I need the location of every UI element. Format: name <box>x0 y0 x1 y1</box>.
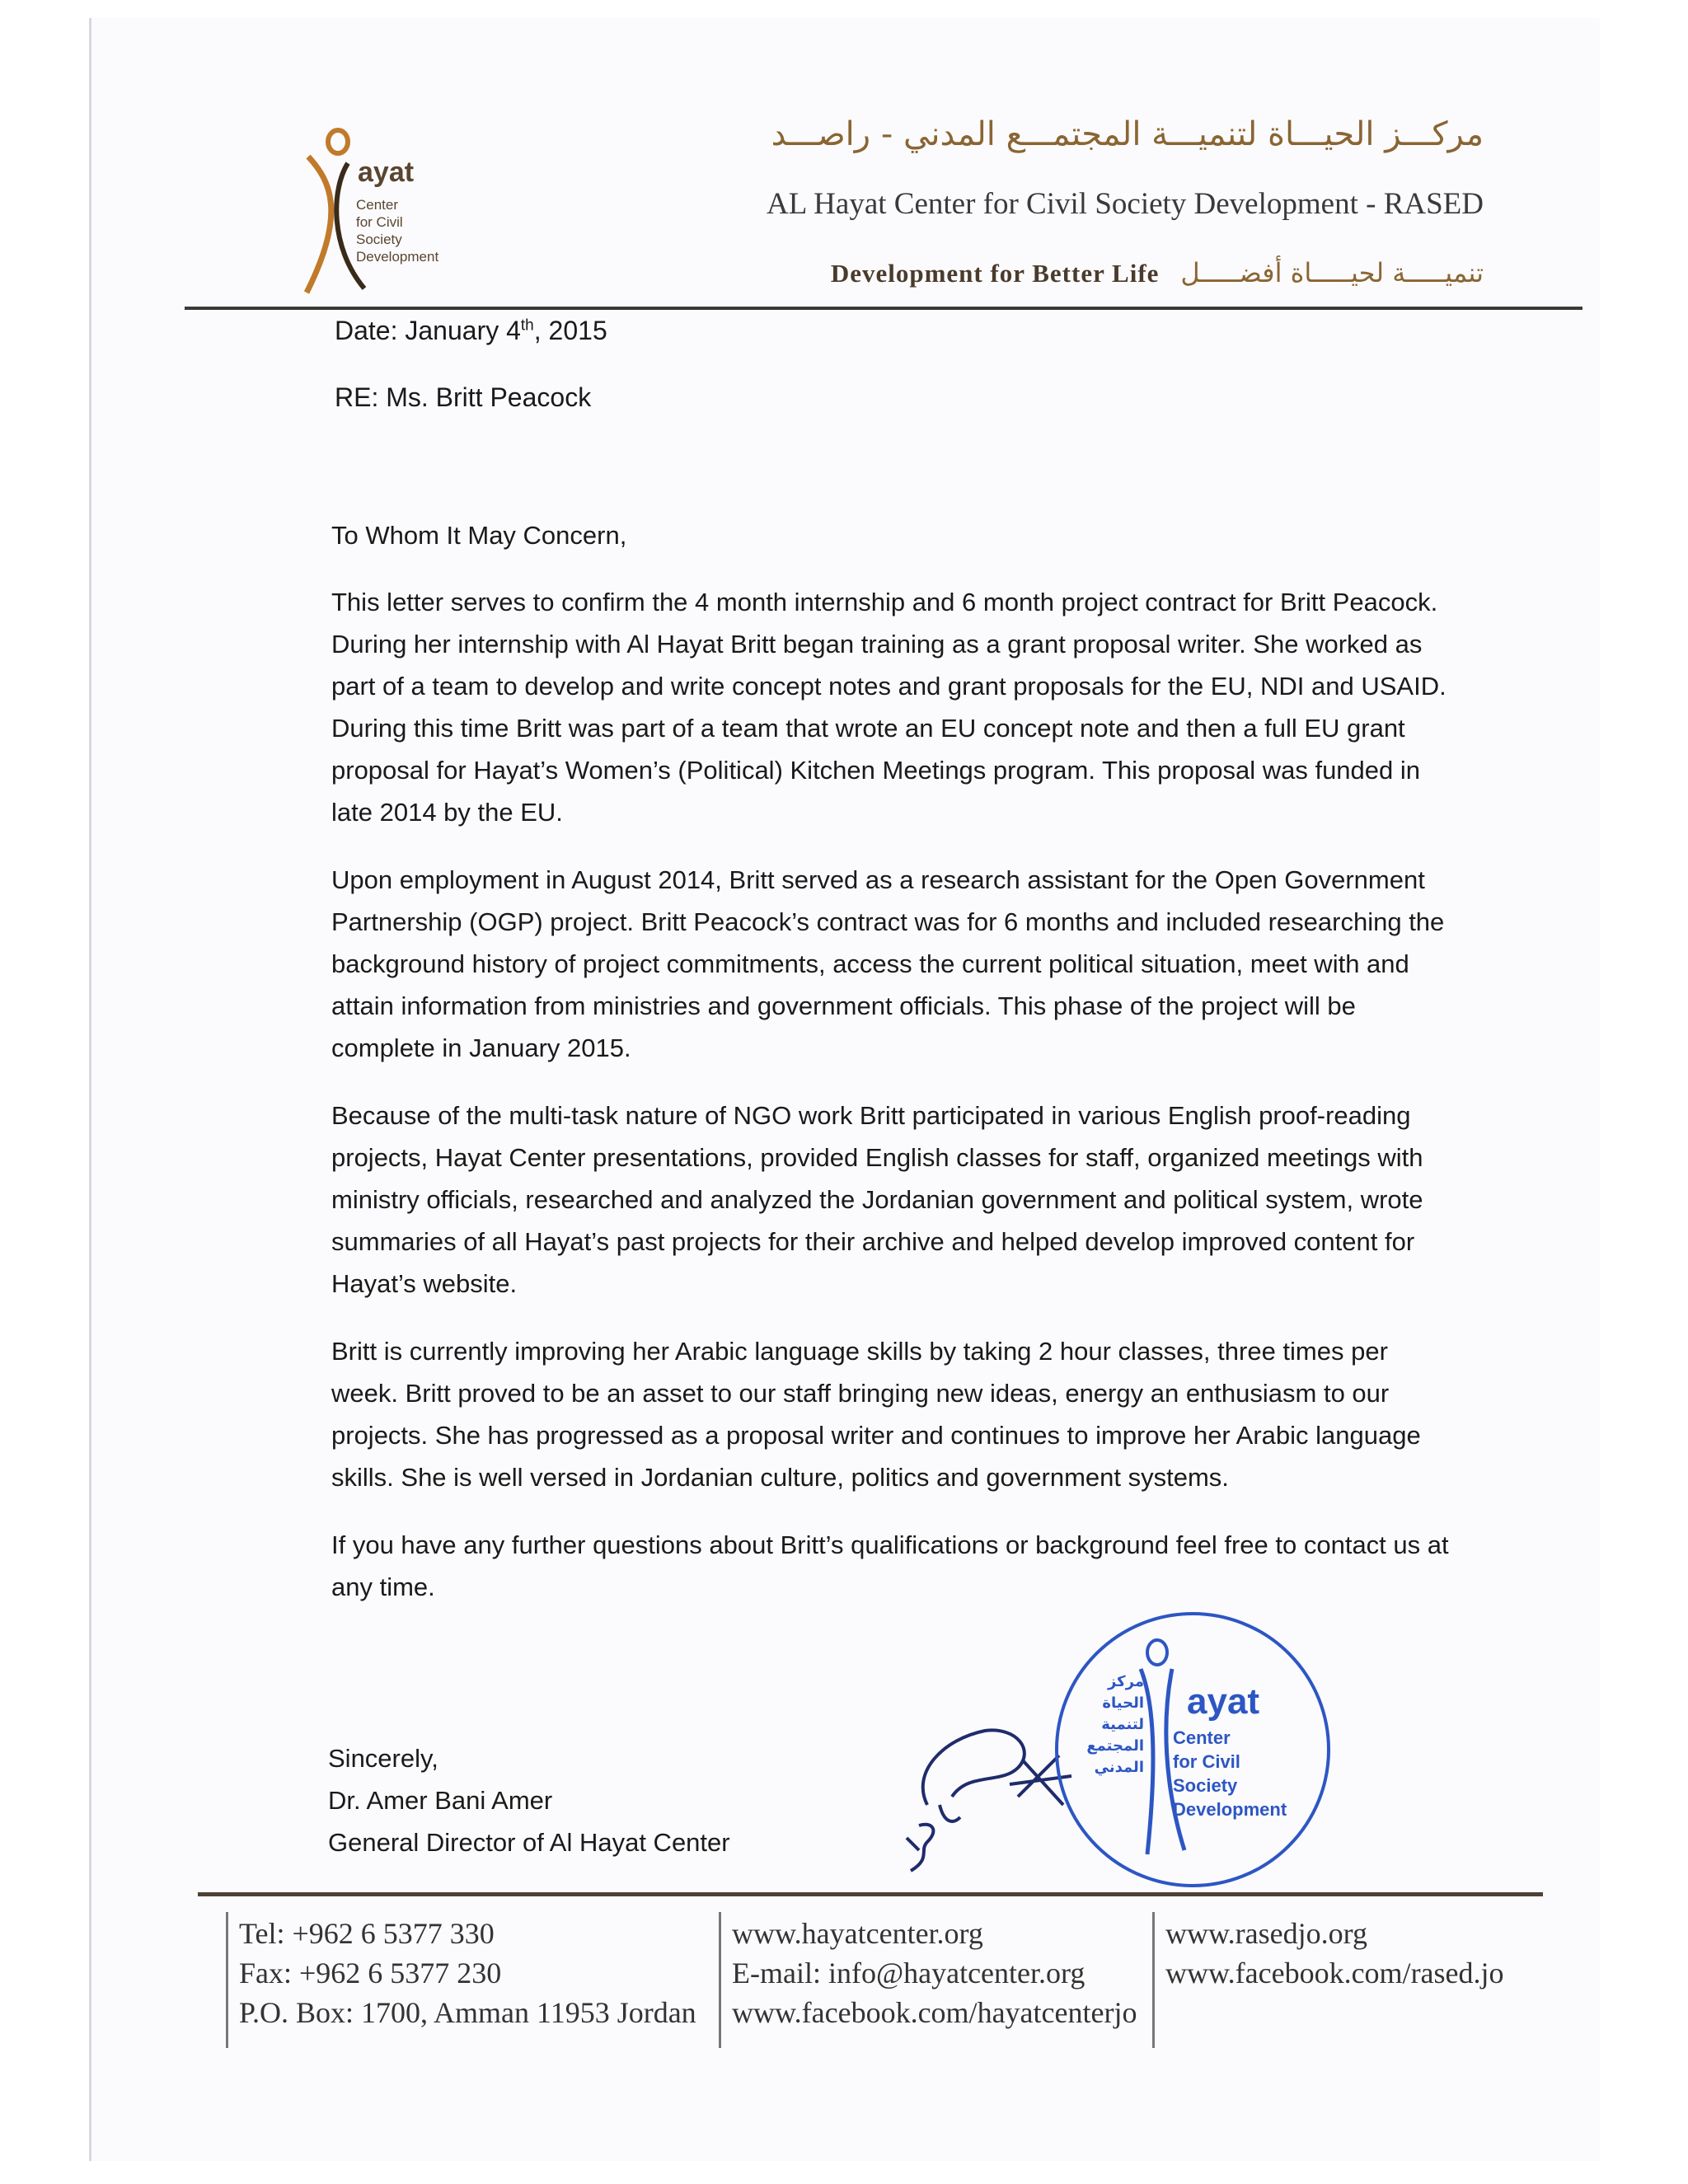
footer-separator <box>1152 1912 1155 2048</box>
footer-contact <box>239 1914 696 2032</box>
greeting: To Whom It May Concern, <box>331 521 627 550</box>
paragraph-multitask: Because of the multi-task nature of NGO work Britt participated in various English proof-reading projects, Hayat Center presentations, provided English classes for staff, organized meetings with ministry officials, researched and analyzed the Jordanian government and political system, wrote summaries of all Hayat’s past projects for their archive and helped develop improved content for Hayat’s website. <box>331 1101 1423 1298</box>
stamp-wordmark: ayat <box>1187 1681 1260 1722</box>
signer-title: General Director of Al Hayat Center <box>328 1828 730 1857</box>
english-org-name: AL Hayat Center for Civil Society Development - RASED <box>766 187 1484 221</box>
logo-wordmark: ayat <box>358 157 415 188</box>
stamp-arabic-text: مركز الحياة لتنمية المجتمع المدني <box>1086 1673 1144 1776</box>
tagline-arabic: تنميـــــة لحيـــــاة أفضـــــل <box>1180 257 1484 288</box>
footer-separator <box>226 1912 228 2048</box>
footer-fax: Fax: +962 6 5377 230 <box>239 1957 502 1990</box>
paragraph-internship: This letter serves to confirm the 4 month internship and 6 month project contract for Britt Peacock. During her internship with Al Hayat Britt began training as a grant proposal writer. She worked as part of a team to develop and write concept notes and grant proposals for the EU, NDI and USAID. During this time Britt was part of a team that wrote an EU concept note and then a full EU grant proposal for Hayat’s Women’s (Political) Kitchen Meetings program. This proposal was funded in late 2014 by the EU. <box>331 588 1447 827</box>
logo-subtitle: Center for Civil Society Development <box>356 197 439 265</box>
hayat-logo <box>298 124 513 297</box>
tagline <box>758 257 1484 288</box>
paragraph-arabic-skills: Britt is currently improving her Arabic language skills by taking 2 hour classes, three times per week. Britt proved to be an asset to our staff bringing new ideas, energy an enthusiasm to our projects. She has progressed as a proposal writer and continues to improve her Arabic language skills. She is well versed in Jordanian culture, politics and government systems. <box>331 1337 1421 1492</box>
footer-facebook-hayat-link[interactable]: www.facebook.com/hayatcenterjo <box>732 1996 1137 2029</box>
footer-tel: Tel: +962 6 5377 330 <box>239 1917 495 1950</box>
letter-subject: RE: Ms. Britt Peacock <box>335 382 592 412</box>
footer-facebook-rased-link[interactable]: www.facebook.com/rased.jo <box>1165 1957 1504 1990</box>
footer-rased <box>1165 1914 1504 1993</box>
footer-email-link[interactable]: E-mail: info@hayatcenter.org <box>732 1957 1085 1990</box>
closing-salutation: Sincerely, <box>328 1744 438 1773</box>
arabic-org-name: مركـــز الحيـــاة لتنميـــة المجتمـــع المدني - راصـــد <box>771 115 1484 153</box>
tagline-english: Development for Better Life <box>830 259 1160 288</box>
footer-po-box: P.O. Box: 1700, Amman 11953 Jordan <box>239 1996 696 2029</box>
letter-date: Date: January 4th, 2015 <box>335 316 607 345</box>
footer-separator <box>719 1912 721 2048</box>
stamp-subtitle: Center for Civil Society Development <box>1173 1727 1287 1820</box>
footer-online <box>732 1914 1137 2032</box>
letter-body <box>331 514 1452 1633</box>
paragraph-contact: If you have any further questions about Britt’s qualifications or background feel free to contact us at any time. <box>331 1530 1449 1601</box>
header-divider <box>185 307 1582 310</box>
footer-rased-site-link[interactable]: www.rasedjo.org <box>1165 1917 1367 1950</box>
signer-name: Dr. Amer Bani Amer <box>328 1786 553 1815</box>
footer-website-link[interactable]: www.hayatcenter.org <box>732 1917 983 1950</box>
footer-divider <box>198 1892 1543 1896</box>
paragraph-employment: Upon employment in August 2014, Britt served as a research assistant for the Open Government Partnership (OGP) project. Britt Peacock’s contract was for 6 months and included researching the background history of project commitments, access the current political situation, meet with and attain information from ministries and government officials. This phase of the project will be complete in January 2015. <box>331 865 1445 1062</box>
closing-block <box>328 1737 730 1863</box>
